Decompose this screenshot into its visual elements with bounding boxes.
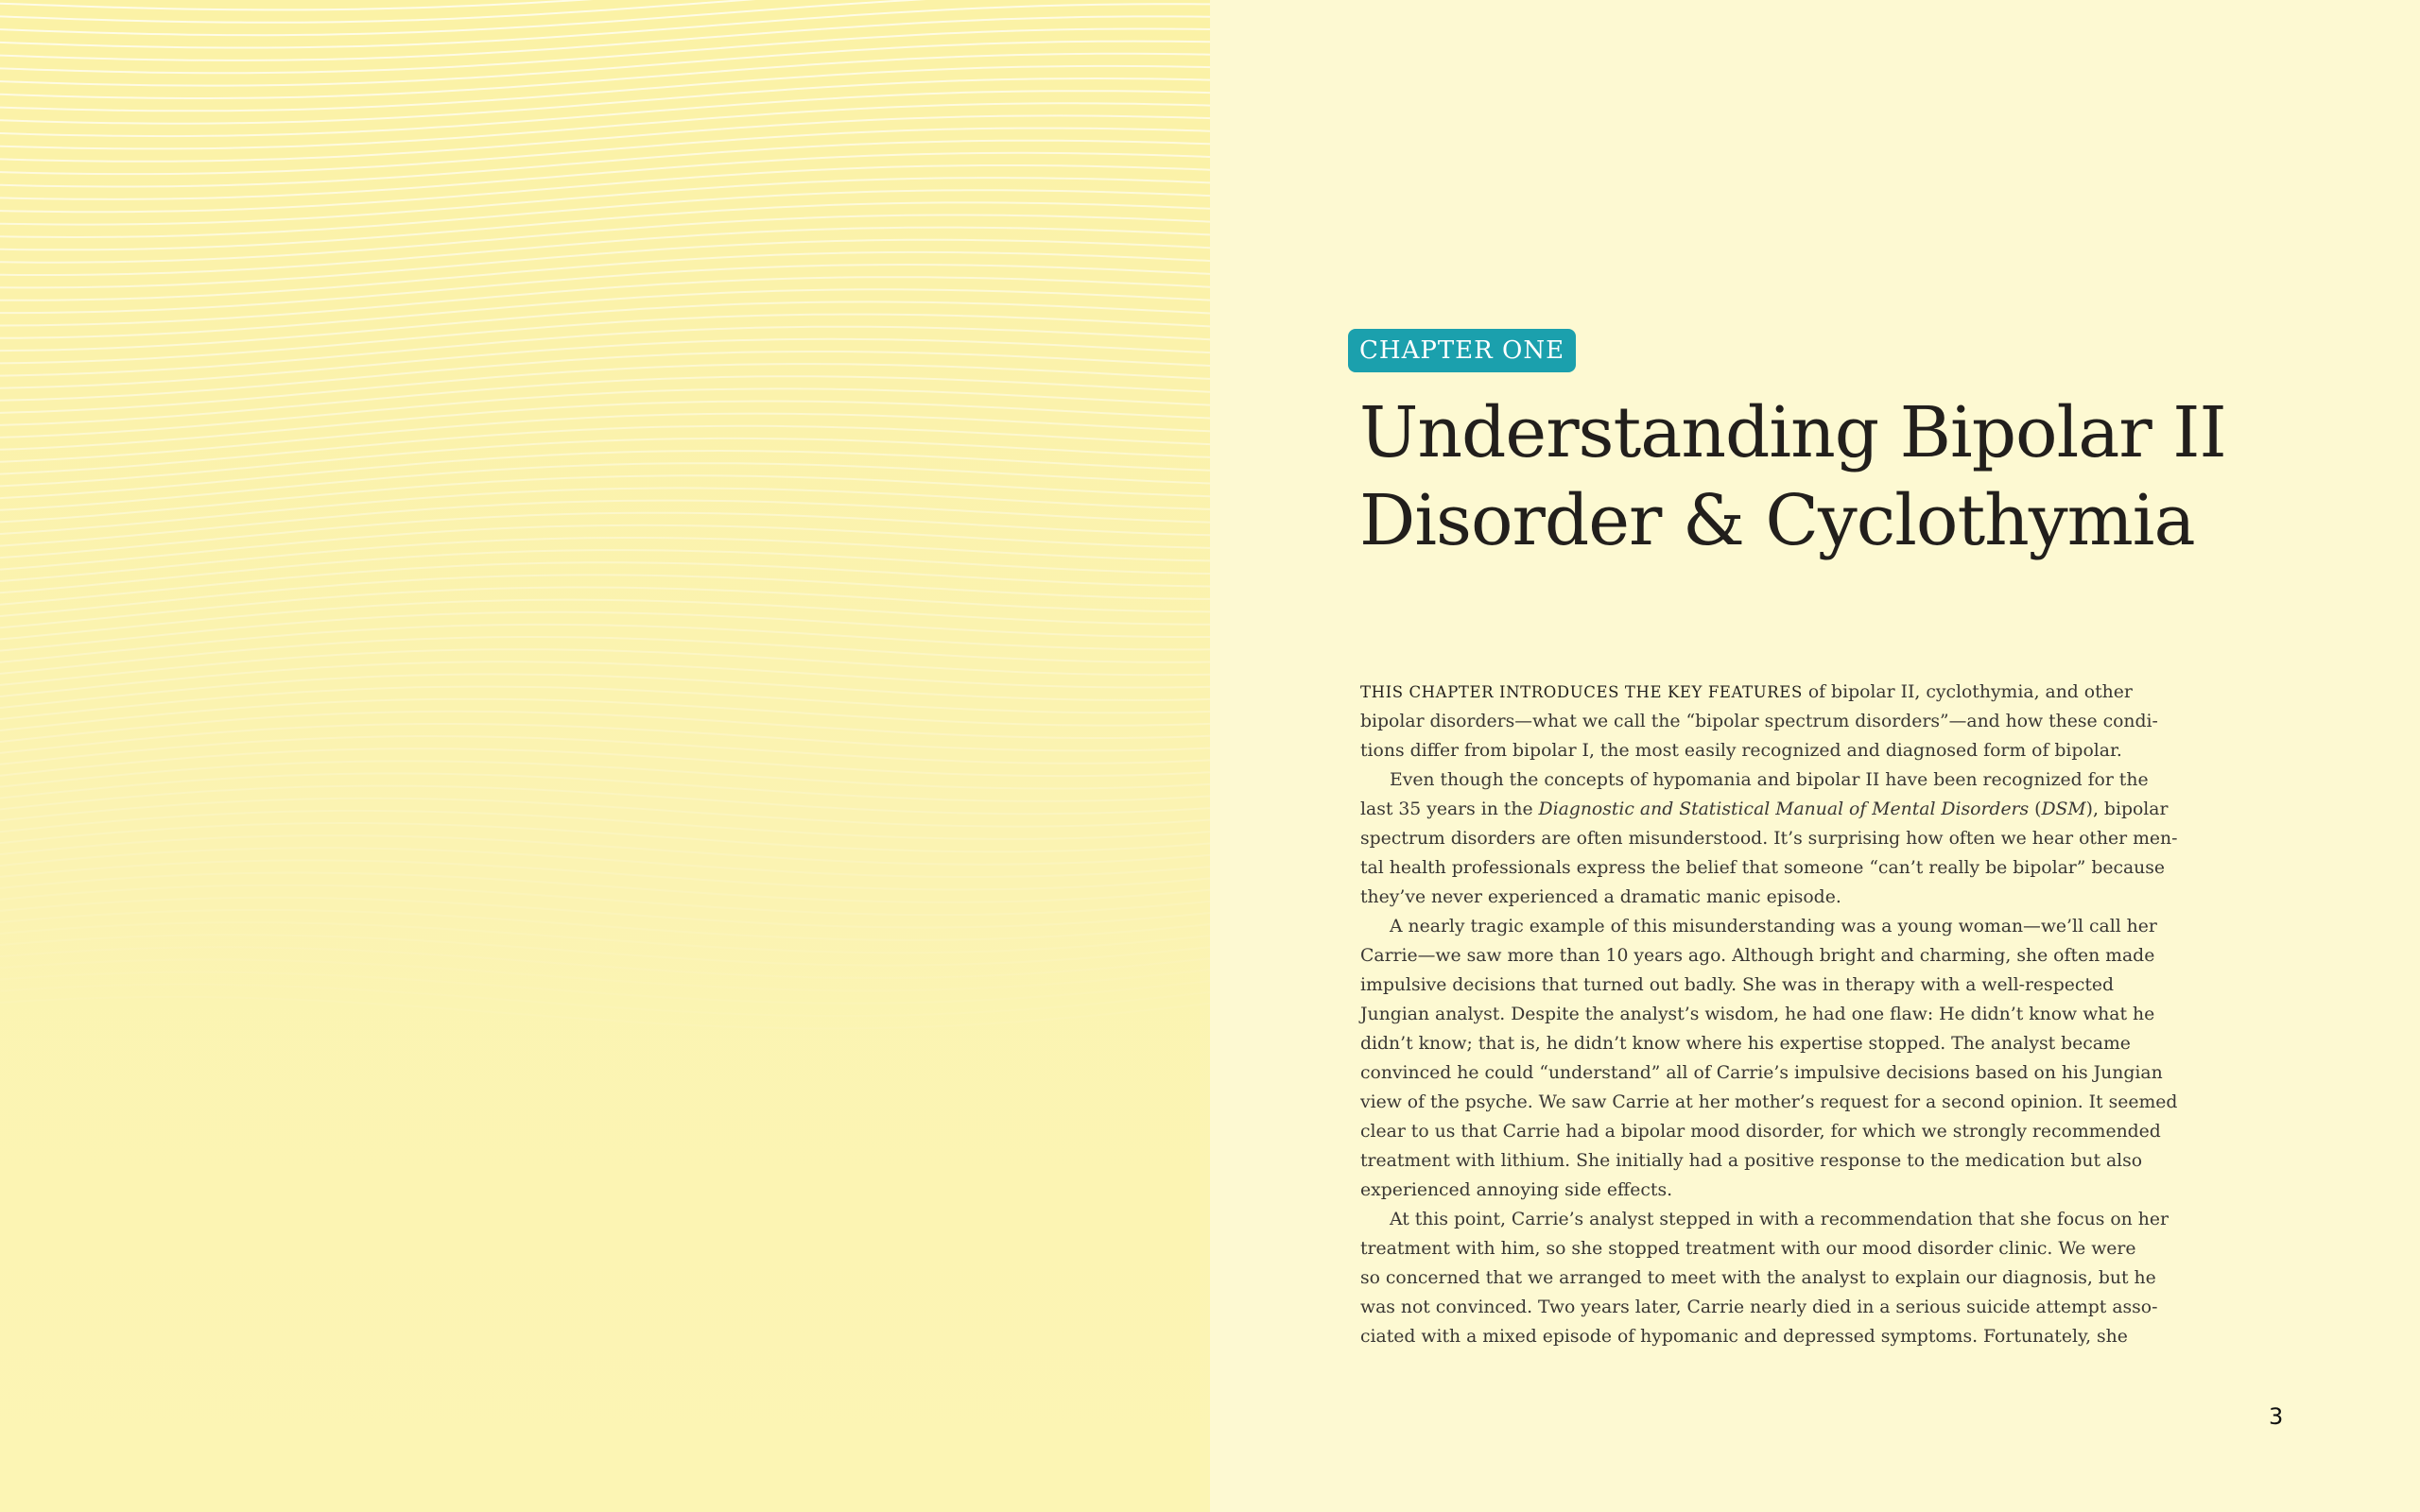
- wave-line: [0, 799, 1210, 827]
- paragraph-start-line: A nearly tragic example of this misunderstanding was a young woman—we’ll call her: [1390, 917, 2157, 936]
- text-line: treatment with lithium. She initially had a positive response to the medication but also: [1360, 1151, 2143, 1171]
- wave-line: [0, 712, 1210, 742]
- text-line: view of the psyche. We saw Carrie at her mother’s request for a second opinion. It seemed: [1360, 1092, 2178, 1112]
- text-line: impulsive decisions that turned out badly. She was in therapy with a well-respected: [1360, 975, 2115, 995]
- text-line: Carrie—we saw more than 10 years ago. Although bright and charming, she often made: [1360, 946, 2155, 966]
- wave-line: [0, 774, 1210, 801]
- wave-line: [0, 129, 1210, 175]
- chapter-title-line: Understanding Bipolar II: [1359, 392, 2226, 473]
- text-line: ciated with a mixed episode of hypomanic and depressed symptoms. Fortunately, she: [1360, 1327, 2128, 1347]
- text-span: ), bipolar: [2085, 799, 2169, 819]
- text-line: [1360, 795, 2221, 824]
- lead-in-text: THIS CHAPTER INTRODUCES THE KEY FEATURES: [1360, 683, 1803, 701]
- text-line: bipolar disorders—what we call the “bipolar spectrum disorders”—and how these condi-: [1360, 712, 2158, 731]
- wave-line: [0, 327, 1210, 376]
- text-line: so concerned that we arranged to meet with the analyst to explain our diagnosis, but he: [1360, 1268, 2156, 1288]
- wave-line: [0, 153, 1210, 199]
- wave-line: [0, 463, 1210, 510]
- text-line: tions differ from bipolar I, the most easily recognized and diagnosed form of bipolar.: [1360, 741, 2122, 761]
- page-number: 3: [2269, 1403, 2284, 1430]
- text-line: Jungian analyst. Despite the analyst’s wisdom, he had one flaw: He didn’t know what he: [1360, 1005, 2155, 1024]
- book-title-italic: Diagnostic and Statistical Manual of Mental Disorders: [1538, 799, 2030, 819]
- wave-line: [0, 637, 1210, 674]
- wave-line: [0, 649, 1210, 685]
- wave-line: [0, 388, 1210, 438]
- wave-line: [0, 972, 1210, 1004]
- wave-line: [0, 960, 1210, 991]
- paragraph-start-line: Even though the concepts of hypomania and bipolar II have been recognized for the: [1390, 770, 2149, 790]
- wave-line: [0, 786, 1210, 815]
- text-span: of bipolar II, cyclothymia, and other: [1802, 682, 2133, 702]
- text-span: (: [2029, 799, 2042, 819]
- text-line: treatment with him, so she stopped treatment with our mood disorder clinic. We were: [1360, 1239, 2136, 1259]
- wave-line: [0, 985, 1210, 1016]
- wave-line: [0, 402, 1210, 450]
- wave-line: [0, 724, 1210, 753]
- wave-line: [0, 215, 1210, 263]
- wave-line: [0, 141, 1210, 187]
- chapter-title: [1359, 389, 2305, 565]
- text-line: clear to us that Carrie had a bipolar mood disorder, for which we strongly recommended: [1360, 1122, 2161, 1142]
- wave-line: [0, 0, 1210, 9]
- wave-line: [0, 414, 1210, 462]
- text-line: [1360, 678, 2221, 707]
- wave-line: [0, 115, 1210, 161]
- text-line: convinced he could “understand” all of Carrie’s impulsive decisions based on his Jungian: [1360, 1063, 2163, 1083]
- text-line: tal health professionals express the belief that someone “can’t really be bipolar” because: [1360, 858, 2166, 878]
- chapter-body-text: [1360, 678, 2221, 1351]
- text-span: last 35 years in the: [1360, 799, 1539, 819]
- wave-line: [0, 550, 1210, 593]
- wave-line: [0, 228, 1210, 275]
- paragraph-start-line: At this point, Carrie’s analyst stepped in with a recommendation that she focus on her: [1390, 1210, 2169, 1229]
- wave-line: [0, 811, 1210, 839]
- text-line: was not convinced. Two years later, Carrie nearly died in a serious suicide attempt asso-: [1360, 1297, 2158, 1317]
- text-line: experienced annoying side effects.: [1360, 1180, 1673, 1200]
- chapter-title-line: Disorder & Cyclothymia: [1359, 480, 2195, 561]
- text-line: didn’t know; that is, he didn’t know where his expertise stopped. The analyst became: [1360, 1034, 2131, 1054]
- text-line: they’ve never experienced a dramatic manic episode.: [1360, 887, 1841, 907]
- right-page: [1210, 0, 2420, 1512]
- abbreviation-italic: DSM: [2041, 799, 2086, 819]
- wave-line: [0, 997, 1210, 1029]
- text-line: spectrum disorders are often misunderstood. It’s surprising how often we hear other men-: [1360, 829, 2178, 849]
- chapter-label-badge: CHAPTER ONE: [1348, 329, 1576, 372]
